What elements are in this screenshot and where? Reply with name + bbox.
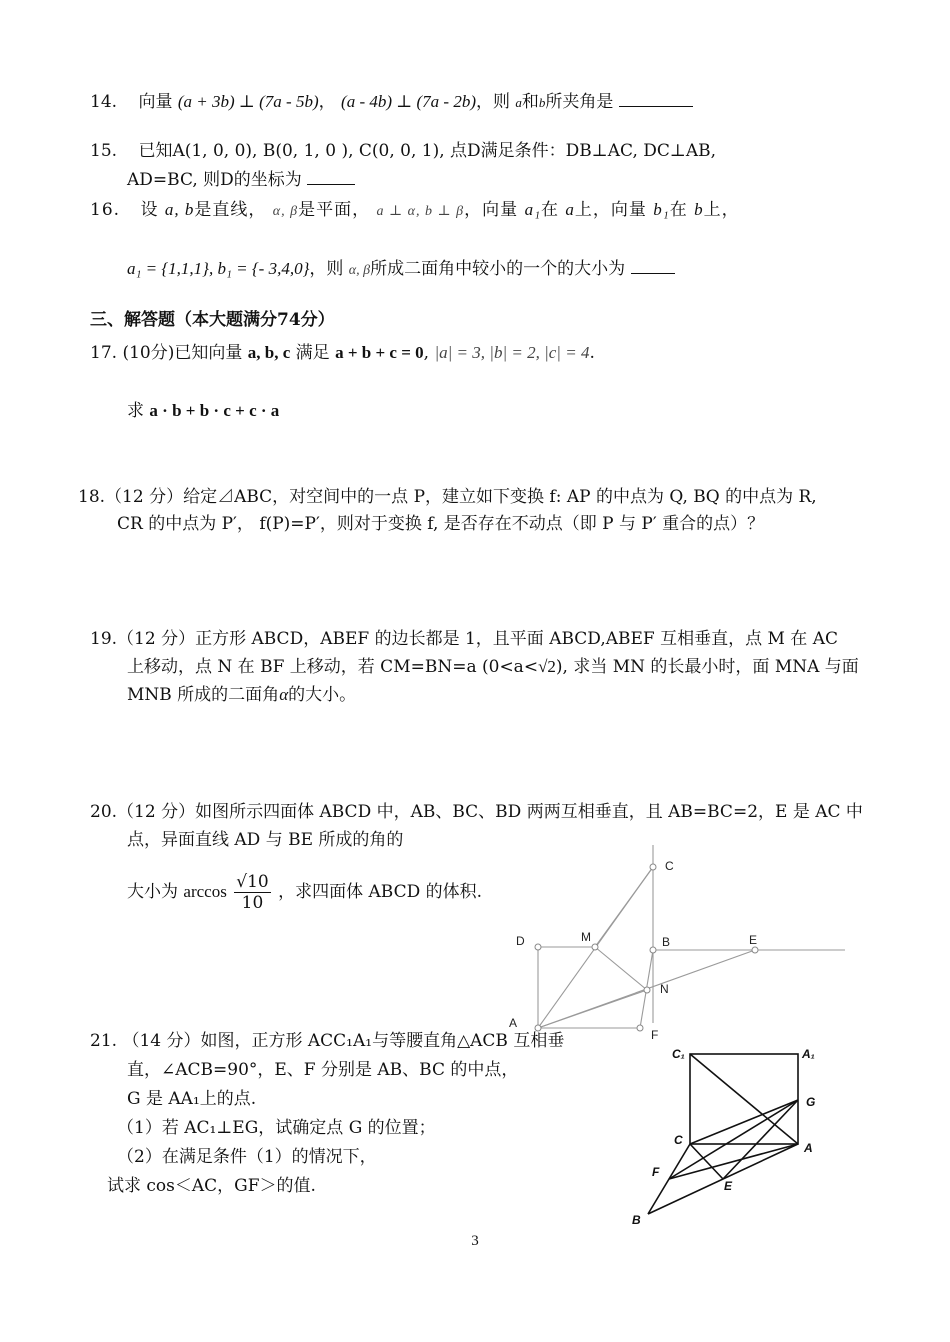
q19-line3 [127,684,356,706]
q21-figure [628,1038,828,1228]
q16-b1: b₁ [653,200,670,219]
q16-l1f: 上，向量 [574,200,647,220]
q19-line2 [127,656,859,678]
q16-l1g: 在 [669,200,688,220]
q21-line3: G 是 AA₁上的点. [127,1089,257,1109]
q21-line5: （2）在满足条件（1）的情况下， [117,1147,377,1167]
q16-alphabeta: α, β [272,204,299,219]
q20-line3 [127,872,482,913]
q21-label-A: A [804,1141,813,1155]
q19-sqrt2: √2 [538,657,556,676]
q16-a: a [565,200,575,219]
page-number: 3 [471,1233,479,1249]
q16-line2-row [127,255,675,282]
q14-a: a [515,95,522,110]
q17-number: 17. [90,343,118,363]
question-17: 17. (10分)已知向量 a, b, c 满足 a + b + c = 0, |a| = 3, |b| = 2, |c| = 4. [90,343,595,363]
q17-text1: (10分)已知向量 [122,343,243,363]
q19-alpha: α [279,685,289,704]
q21-label-F: F [652,1165,660,1179]
q20-line1: 20.（12 分）如图所示四面体 ABCD 中，AB、BC、BD 两两互相垂直，且 AB=BC=2，E 是 AC 中 [90,802,863,822]
q19-line1: 19.（12 分）正方形 ABCD，ABEF 的边长都是 1，且平面 ABCD,ABEF 互相垂直，点 M 在 AC [90,629,838,649]
q19-line2a: 上移动，点 N 在 BF 上移动，若 CM=BN=a (0<a< [127,657,539,677]
q16-number: 16. [90,200,121,220]
q20-label-A: A [509,1016,518,1030]
q14-expr2: (a - 4b) ⊥ (7a - 2b) [341,92,476,111]
q14-number: 14. [90,92,118,112]
q14-and: 和 [521,92,539,112]
q16-vec: a₁ = {1,1,1}, b₁ = {- 3,4,0} [127,259,310,278]
q16-l1e: 在 [540,200,559,220]
q20-numerator: √10 [236,872,269,892]
q15-line2-row [127,166,355,191]
q17-ask: 求 [127,401,144,421]
q15-line2: AD=BC, 则D的坐标为 [127,170,302,190]
q16-a1: a₁ [524,200,541,219]
q17-eq: a + b + c = 0 [335,343,424,362]
q20-line3a: 大小为 [127,882,178,902]
q20-label-M: M [581,930,591,944]
q21-label-C1: C₁ [672,1047,685,1061]
q15-answer-blank[interactable] [307,166,355,185]
q17-askexpr: a · b + b · c + c · a [149,401,280,420]
q21-line4: （1）若 AC₁⊥EG，试确定点 G 的位置； [117,1118,436,1138]
q14-b: b [538,95,546,110]
q14-sep: ， [318,92,336,112]
q20-label-E: E [749,933,758,947]
question-16 [90,199,740,223]
q20-label-F: F [651,1028,659,1042]
q21-label-B: B [632,1213,641,1227]
q19-line2b: ), 求当 MN 的长最小时，面 MNA 与面 [555,657,859,677]
q21-line2: 直，∠ACB=90°，E、F 分别是 AB、BC 的中点， [127,1060,519,1080]
q21-label-E: E [724,1179,733,1193]
q20-arccos: arccos [183,882,227,901]
q16-l1c: 是平面， [298,200,371,220]
q21-label-G: G [806,1095,816,1109]
q20-label-C: C [665,859,674,873]
q20-line3b: ，求四面体 ABCD 的体积. [278,882,483,902]
q16-ab: a, b [164,200,195,219]
q16-b: b [694,200,704,219]
q20-denominator: 10 [241,893,264,913]
q17-vecs: a, b, c [247,343,291,362]
q14-expr1: (a + 3b) ⊥ (7a - 5b) [177,92,319,111]
q21-line1: 21. （14 分）如图，正方形 ACC₁A₁与等腰直角△ACB 互相垂 [90,1031,565,1051]
q20-label-B: B [662,935,671,949]
q17-text2: 满足 [295,343,330,363]
q16-answer-blank[interactable] [631,255,675,274]
q19-line3a: MNB 所成的二面角 [127,685,280,705]
q16-l2a: ，则 [309,259,344,279]
q16-alphabeta2: α, β [348,263,371,278]
q14-label: 向量 [138,92,173,112]
q20-fraction [234,872,270,913]
q16-perp: a ⊥ α, b ⊥ β [376,204,465,219]
q14-then: ，则 [476,92,510,112]
q21-label-A1: A₁ [802,1047,815,1061]
q20-label-N: N [660,982,669,996]
q16-l2b: 所成二面角中较小的一个的大小为 [370,259,626,279]
q21-label-C: C [674,1133,683,1147]
q20-figure [505,845,865,1045]
q17-ask-row [127,400,279,422]
q15-line1: 已知A(1, 0, 0), B(0, 1, 0 ), C(0, 0, 1), 点D满足条件：DB⊥AC, DC⊥AB, [138,141,717,161]
q14-answer-blank[interactable] [619,88,693,107]
q16-l1a: 设 [140,200,159,220]
q18-line2: CR 的中点为 P′， f(P)=P′，则对于变换 f, 是否存在不动点（即 P 与 P′ 重合的点）？ [117,514,765,534]
q20-line2: 点，异面直线 AD 与 BE 所成的角的 [127,830,404,850]
q18-line1: 18.（12 分）给定⊿ABC，对空间中的一点 P，建立如下变换 f: AP 的中点为 Q, BQ 的中点为 R, [78,487,817,507]
question-15 [90,140,716,162]
q17-mods: |a| = 3, |b| = 2, |c| = 4 [434,343,590,362]
q14-tail: 所夹角是 [545,92,614,112]
q15-number: 15. [90,141,118,161]
question-14 [90,88,693,114]
q16-l1b: 是直线， [194,200,267,220]
section-heading: 三、解答题（本大题满分74分） [90,310,335,330]
q19-line3b: 的大小。 [288,685,357,705]
q16-l1h: 上， [703,200,740,220]
q20-label-D: D [516,934,525,948]
q21-line6: 试求 cos＜AC，GF＞的值. [107,1176,316,1196]
q16-l1d: ，向量 [464,200,519,220]
q17-dot: . [589,343,595,363]
